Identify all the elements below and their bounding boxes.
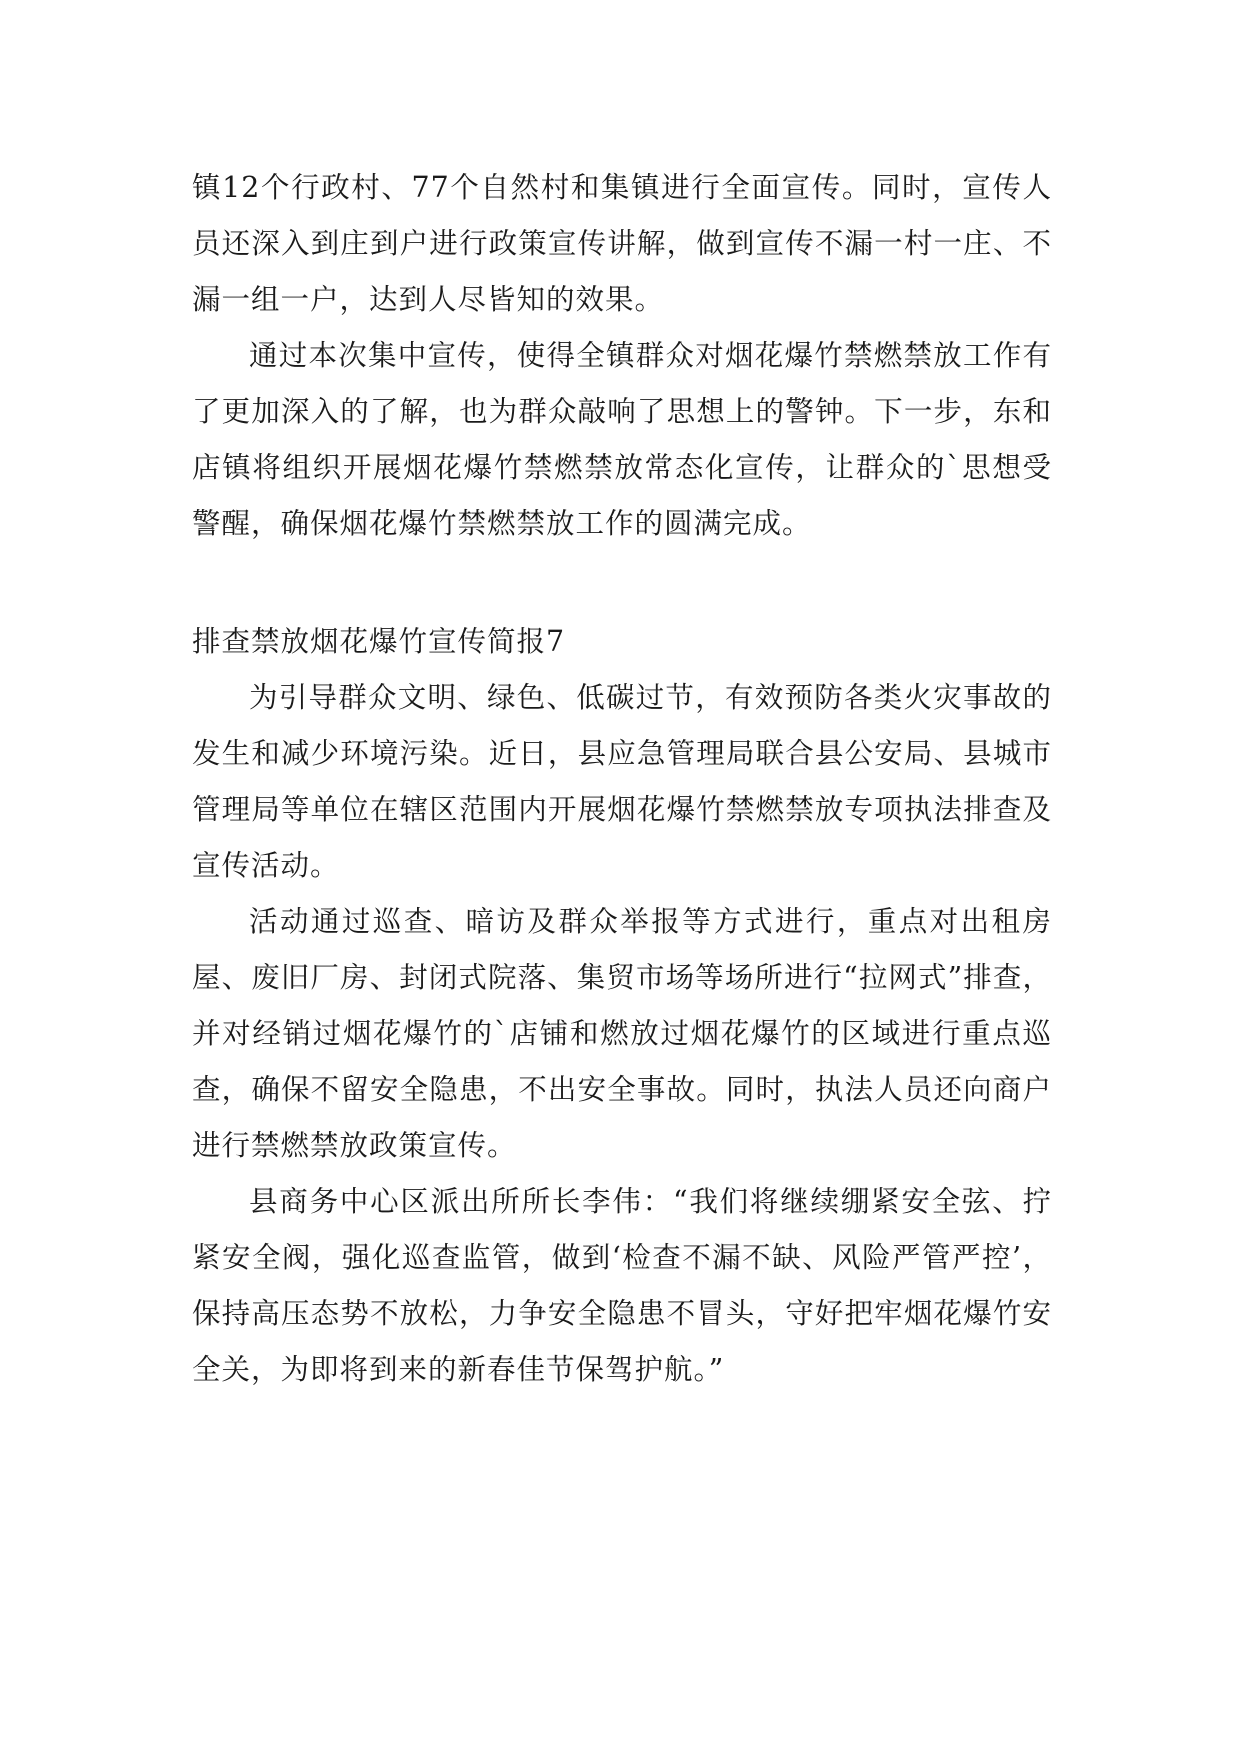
document-body	[192, 160, 1052, 1398]
paragraph-continued: 镇12个行政村、77个自然村和集镇进行全面宣传。同时，宣传人员还深入到庄到户进行政策宣传讲解，做到宣传不漏一村一庄、不漏一组一户，达到人尽皆知的效果。	[192, 171, 1052, 316]
paragraph-summary: 通过本次集中宣传，使得全镇群众对烟花爆竹禁燃禁放工作有了更加深入的了解，也为群众敲响了思想上的警钟。下一步，东和店镇将组织开展烟花爆竹禁燃禁放常态化宣传，让群众的`思想受警醒，确保烟花爆竹禁燃禁放工作的圆满完成。	[192, 339, 1052, 540]
section-title: 排查禁放烟花爆竹宣传简报7	[192, 625, 566, 658]
paragraph-quote: 县商务中心区派出所所长李伟：“我们将继续绷紧安全弦、拧紧安全阀，强化巡查监管，做到‘检查不漏不缺、风险严管严控’，保持高压态势不放松，力争安全隐患不冒头，守好把牢烟花爆竹安全关，为即将到来的新春佳节保驾护航。”	[192, 1185, 1052, 1386]
paragraph-activity: 活动通过巡查、暗访及群众举报等方式进行，重点对出租房屋、废旧厂房、封闭式院落、集贸市场等场所进行“拉网式”排查，并对经销过烟花爆竹的`店铺和燃放过烟花爆竹的区域进行重点巡查，确保不留安全隐患，不出安全事故。同时，执法人员还向商户进行禁燃禁放政策宣传。	[192, 905, 1052, 1162]
paragraph-intro: 为引导群众文明、绿色、低碳过节，有效预防各类火灾事故的发生和减少环境污染。近日，县应急管理局联合县公安局、县城市管理局等单位在辖区范围内开展烟花爆竹禁燃禁放专项执法排查及宣传活动。	[192, 681, 1052, 882]
